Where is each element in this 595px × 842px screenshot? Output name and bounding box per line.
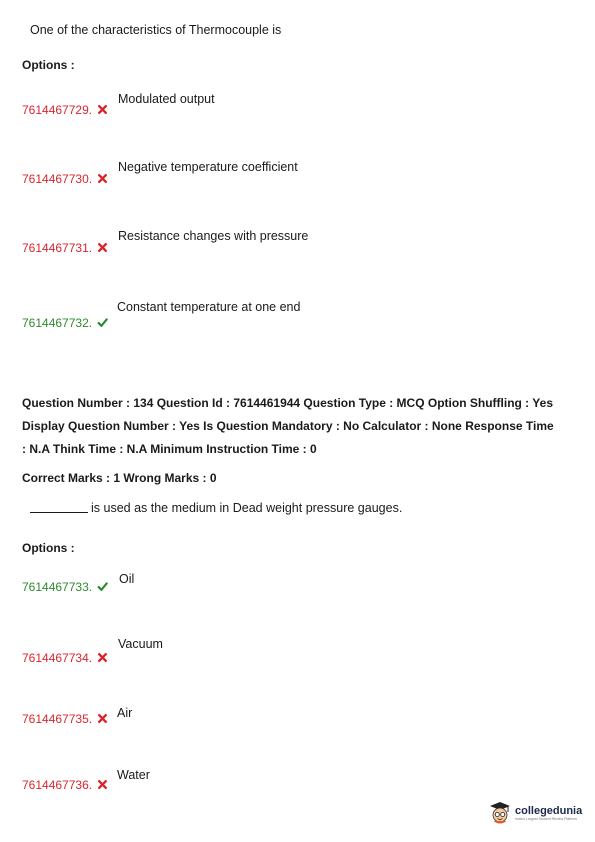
options-label: Options : <box>22 58 75 72</box>
marks-info: Correct Marks : 1 Wrong Marks : 0 <box>22 471 217 485</box>
cross-icon <box>97 652 108 663</box>
logo-tagline: India's Largest Student Review Platform <box>515 816 578 821</box>
collegedunia-logo <box>488 800 582 826</box>
check-icon <box>97 317 108 328</box>
blank-line <box>30 501 88 513</box>
graduate-mascot-icon <box>488 800 512 826</box>
cross-icon <box>97 104 108 115</box>
option-id: 7614467733. <box>22 580 108 594</box>
cross-icon <box>97 242 108 253</box>
option-id: 7614467730. <box>22 172 108 186</box>
option-text: Oil <box>119 572 135 586</box>
option-text: Modulated output <box>118 92 215 106</box>
option-text: Water <box>117 768 150 782</box>
option-id: 7614467729. <box>22 103 108 117</box>
option-text: Negative temperature coefficient <box>118 160 298 174</box>
cross-icon <box>97 779 108 790</box>
option-text: Vacuum <box>118 637 163 651</box>
option-text: Resistance changes with pressure <box>118 229 309 243</box>
logo-name: collegedunia <box>515 804 583 817</box>
option-text: Constant temperature at one end <box>117 300 301 314</box>
option-id: 7614467734. <box>22 651 108 665</box>
option-id: 7614467732. <box>22 316 108 330</box>
option-text: Air <box>117 706 133 720</box>
question-meta: Question Number : 134 Question Id : 7614461944 Question Type : MCQ Option Shuffling : Yes Display Question Number : Yes Is Question Mandatory : No Calculator : None Response Time : N.A Think Time : N.A Minimum Instruction Time : 0 <box>22 396 554 456</box>
question-text: One of the characteristics of Thermocouple is <box>30 23 282 37</box>
option-id: 7614467735. <box>22 712 108 726</box>
option-id: 7614467731. <box>22 241 108 255</box>
cross-icon <box>97 713 108 724</box>
cross-icon <box>97 173 108 184</box>
question-text: is used as the medium in Dead weight pressure gauges. <box>30 501 402 515</box>
check-icon <box>97 581 108 592</box>
option-id: 7614467736. <box>22 778 108 792</box>
options-label: Options : <box>22 541 75 555</box>
